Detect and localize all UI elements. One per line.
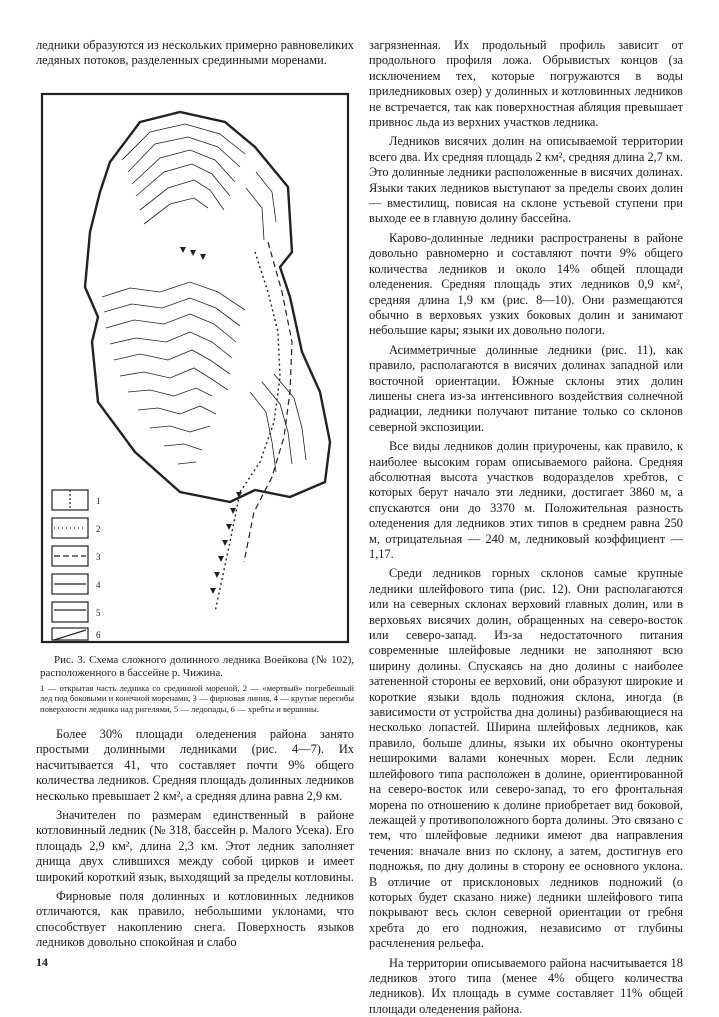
figure-legend <box>52 490 88 640</box>
text-paragraph: Значителен по размерам единственный в районе котловинный ледник (№ 318, бассейн р. Малого Усека). Его площадь 2,9 км², длина 2,3 км. Этот ледник заполняет днища двух слившихся между собой цирков и имеет широкий короткий язык, выходящий за пределы котловины. <box>36 808 354 884</box>
left-column-bottom <box>36 727 354 951</box>
text-paragraph: Более 30% площади оледенения района занято простыми долинными ледниками (рис. 4—7). Их насчитывается 41, что составляет почти 9% общего количества ледников. Средняя площадь долинных ледников несколько превышает 2 км², а средняя длина равна 2,9 км. <box>36 727 354 803</box>
legend-number: 1 <box>96 496 101 506</box>
text-paragraph: Асимметричные долинные ледники (рис. 11), как правило, располагаются в висячих долинах западной или восточной ориентации. Южные склоны этих долин лишены снега из-за интенсивного воздействия солнечной радиации, ледники получают питание только со склонов северной экспозиции. <box>369 342 683 434</box>
right-column <box>369 38 683 1017</box>
text-paragraph: Карово-долинные ледники распространены в районе довольно равномерно и составляют почти 9% общего количества ледников и около 14% общей площади оледенения. Средняя площадь этих ледников 0,9 км², средняя длина 1,9 км (рис. 8—10). Они размещаются обычно в верховьях узких боковых долин и занимают небольшие кары; языки их довольно пологи. <box>369 230 683 338</box>
legend-number: 6 <box>96 630 101 640</box>
contour-lines <box>102 124 306 472</box>
legend-number: 5 <box>96 608 101 618</box>
icefall-markers <box>180 247 242 594</box>
figure-caption <box>40 654 354 714</box>
text-paragraph: Ледников висячих долин на описываемой территории всего два. Их средняя площадь 2 км², средняя длина 2,7 км. Это долинные ледники расположенные в висячих долинах. Языки таких ледников выступают за пределы своих долин — вместилищ, повисая на склоне устьевой ступени при выходе ее в главную долину бассейна. <box>369 134 683 226</box>
text-paragraph: Все виды ледников долин приурочены, как правило, к наиболее высоким горам описываемого района. Средняя абсолютная высота участков водоразделов хребтов, с которых берут начало эти ледники, достигает 3860 м, а спускаются они до 3370 м. Положительная разность оледенения для ледников этих типов в среднем равна 250 м, отрицательная — 240 м, ледниковый коэффициент — 1,17. <box>369 439 683 561</box>
legend-number: 3 <box>96 552 101 562</box>
text-paragraph: Среди ледников горных склонов самые крупные ледники шлейфового типа (рис. 12). Они располагаются или на северных склонах верховий главных долин, или в верховьях висячих долин, обращенных на северо-восток или северо-запад. Из-за недостаточного питания современные шлейфовые ледники не заполняют всю ширину долины. Спускаясь на дно долины с наиболее затененной стороны ее верховий, они образуют широкие и короткие языки вдоль подножия склона, иногда (в зависимости от устройства дна долины) разбивающиеся на несколько лопастей. Ширина шлейфовых ледников, как правило, больше длины, языки их обычно оконтурены неширокими валами конечных морен. Если ледник шлейфового типа расположен в долине, ориентированной на северо-восток или северо-запад, то его фронтальная морена по отношению к долине приобретает вид боковой, лежащей у противоположного борта долины. Это связано с тем, что шлейфовые ледники имеют два направления течения: вначале вниз по склону, а затем, достигнув его подножья, по дну долины в сторону ее основного уклона. В отличие от присклоновых ледников подножий (о которых будет сказано ниже) ледники шлейфового типа покрывают весь склон северной ориентации от гребня хребта до его подножия, независимо от глубины расчленения рельефа. <box>369 566 683 951</box>
legend-number: 2 <box>96 524 101 534</box>
legend-number: 4 <box>96 580 101 590</box>
text-paragraph: Фирновые поля долинных и котловинных ледников отличаются, как правило, небольшими уклонами, что способствует накоплению снега. Поверхность языков ледников довольно спокойная и слабо <box>36 889 354 950</box>
page-number: 14 <box>36 955 48 969</box>
text-paragraph: загрязненная. Их продольный профиль зависит от продольного профиля ложа. Обрывистых концов (за исключением тех, которые погружаются в воды приледниковых озер) у долинных и котловинных ледников не встречается, так как поверхностная абляция превышает привнос льда из верхних участков ледника. <box>369 38 683 130</box>
left-column-top <box>36 38 354 69</box>
glacier-map-svg <box>40 92 350 644</box>
caption-title: Рис. 3. Схема сложного долинного ледника Воейкова (№ 102), расположенного в бассейне р. Чижина. <box>40 654 354 679</box>
text-paragraph: ледники образуются из нескольких примерно равновеликих ледяных потоков, разделенных срединными моренами. <box>36 38 354 68</box>
glacier-scheme-figure <box>40 92 350 644</box>
legend-numbers <box>96 496 101 640</box>
caption-legend: 1 — открытая часть ледника со срединной мореной, 2 — «мертвый» погребенный лед под боковыми и конечной моренами, 3 — фирновая линия, 4 — крутые перегибы поверхности ледника над ригелями, 5 — ледопады, 6 — хребты и вершины. <box>40 683 354 714</box>
text-paragraph: На территории описываемого района насчитывается 18 ледников этого типа (менее 4% общего количества ледников). Их площадь в сумме составляет 11% общей площади оледенения района. <box>369 955 683 1016</box>
